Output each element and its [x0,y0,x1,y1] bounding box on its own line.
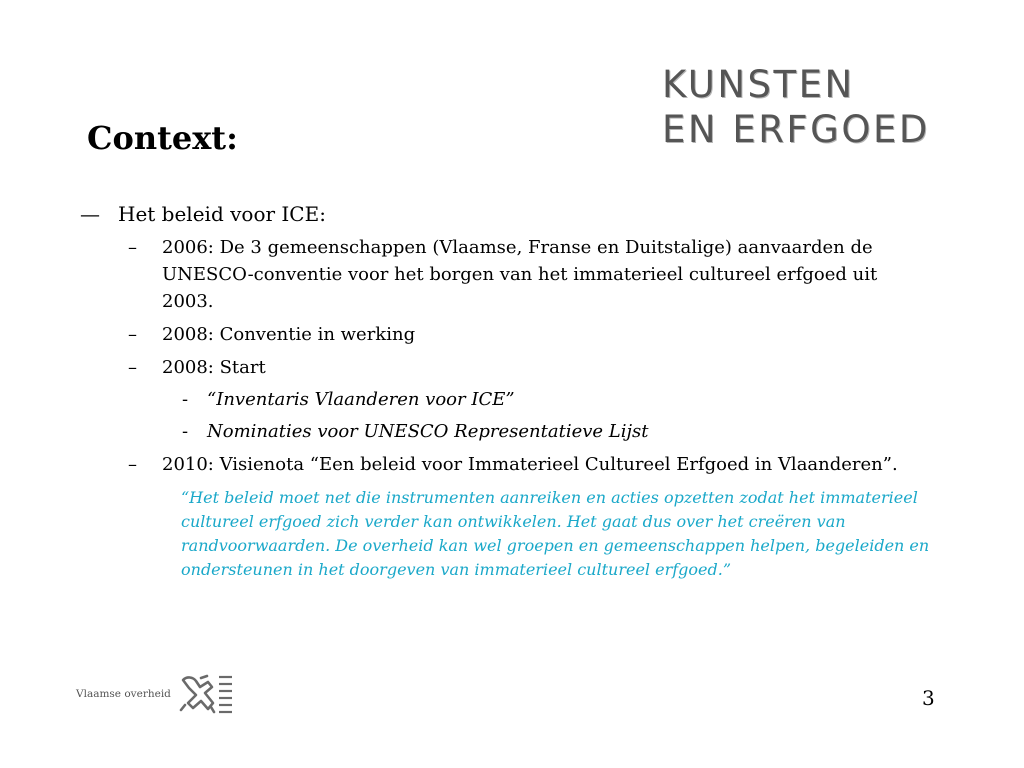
bullet-marker: — [80,202,100,226]
vlaamse-overheid-logo [76,672,235,716]
slide-title: Context: [87,119,238,157]
bullet-item [128,234,912,315]
bullet-marker: – [128,237,137,258]
bullet-item [182,386,940,413]
bullet-text: Nominaties voor UNESCO Representatieve Lijst [207,421,649,442]
bullet-item [80,200,940,228]
logo-line-2: EN ERFGOED [662,108,930,151]
kunsten-en-erfgoed-logo [662,62,962,152]
bullet-item [128,354,912,381]
bullet-text: 2010: Visienota “Een beleid voor Immaterieel Cultureel Erfgoed in Vlaanderen”. [162,454,898,475]
bullet-marker: – [128,357,137,378]
bullet-text: “Inventaris Vlaanderen voor ICE” [207,389,515,410]
policy-quote: “Het beleid moet net die instrumenten aanreiken en acties opzetten zodat het immaterieel cultureel erfgoed zich verder kan ontwikkelen. Het gaat dus over het creëren van randvoorwaarden. De overheid kan wel groepen en gemeenschappen helpen, begeleiden en ondersteunen in het doorgeven van immaterieel cultureel erfgoed.” [181,488,930,579]
bullet-text: 2006: De 3 gemeenschappen (Vlaamse, Franse en Duitstalige) aanvaarden de UNESCO-conventie voor het borgen van het immaterieel cultureel erfgoed uit 2003. [162,237,878,312]
bullet-marker: – [128,324,137,345]
bullet-text: Het beleid voor ICE: [118,202,326,226]
bullet-marker: - [182,421,189,442]
bullet-item [128,321,912,348]
bullet-marker: – [128,454,137,475]
flemish-lion-icon [177,672,235,716]
logo-line-1: KUNSTEN [662,63,855,106]
bullet-marker: - [182,389,189,410]
bullet-text: 2008: Conventie in werking [162,324,416,345]
page-number: 3 [922,686,935,710]
footer-logo-text: Vlaamse overheid [76,688,171,700]
bullet-item [182,418,940,445]
bullet-item [128,451,912,478]
slide-body [80,200,940,582]
bullet-text: 2008: Start [162,357,266,378]
